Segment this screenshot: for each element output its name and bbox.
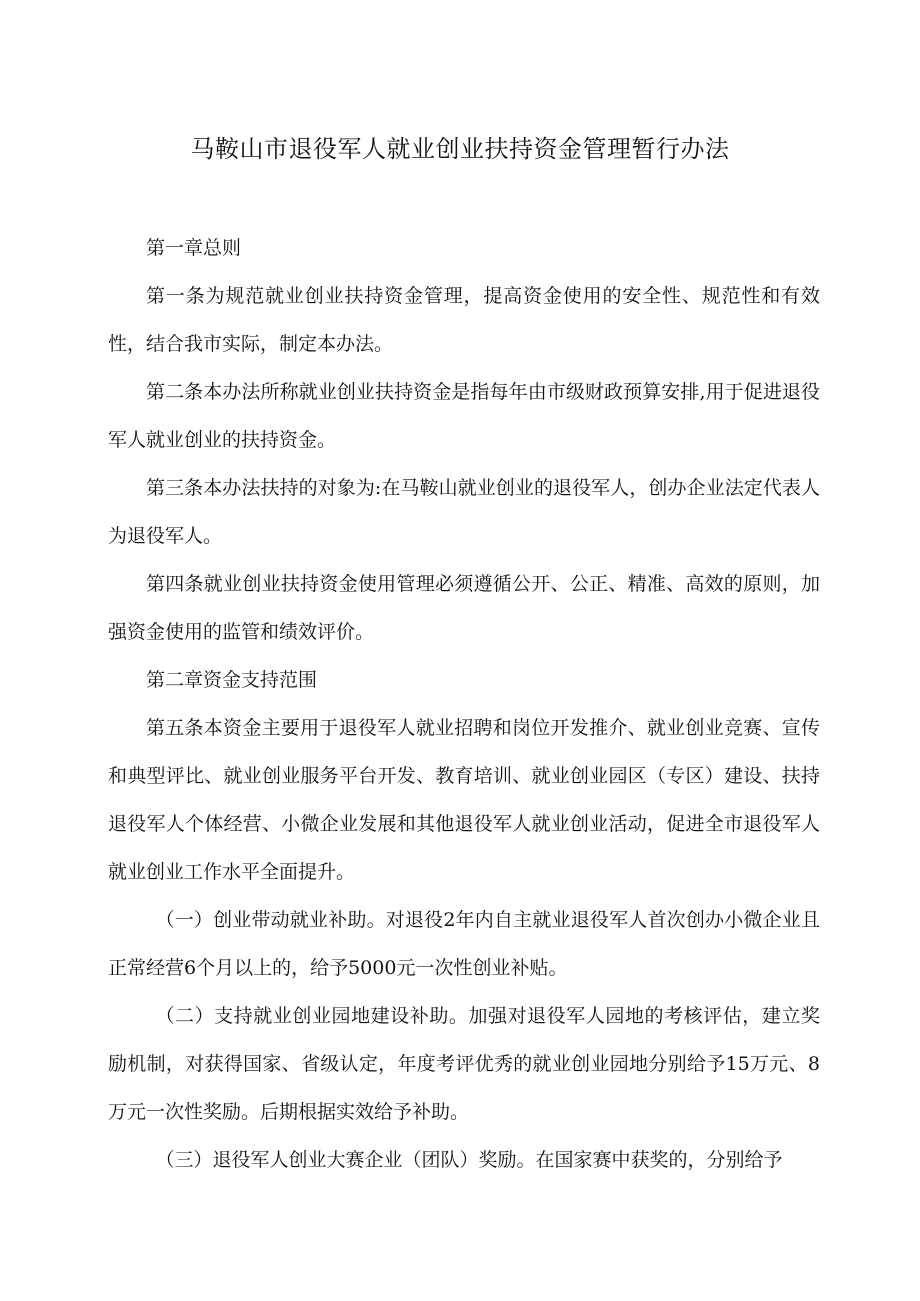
article-paragraph: 第五条本资金主要用于退役军人就业招聘和岗位开发推介、就业创业竞赛、宣传和典型评比、就业创业服务平台开发、教育培训、就业创业园区（专区）建设、扶持退役军人个体经营、小微企业发展和其他退役军人就业创业活动，促进全市退役军人就业创业工作水平全面提升。	[108, 717, 820, 883]
list-item-paragraph: （二）支持就业创业园地建设补助。加强对退役军人园地的考核评估，建立奖励机制，对获得国家、省级认定，年度考评优秀的就业创业园地分别给予15万元、8万元一次性奖励。后期根据实效给予补助。	[108, 1005, 820, 1123]
document-title: 马鞍山市退役军人就业创业扶持资金管理暂行办法	[190, 135, 730, 163]
article-paragraph: 第四条就业创业扶持资金使用管理必须遵循公开、公正、精准、高效的原则，加强资金使用的监管和绩效评价。	[108, 573, 820, 643]
article-paragraph: 第二条本办法所称就业创业扶持资金是指每年由市级财政预算安排,用于促进退役军人就业创业的扶持资金。	[108, 381, 820, 451]
list-item-paragraph: （三）退役军人创业大赛企业（团队）奖励。在国家赛中获奖的，分别给予	[155, 1149, 783, 1171]
chapter-heading: 第二章资金支持范围	[146, 669, 318, 691]
article-paragraph: 第一条为规范就业创业扶持资金管理，提高资金使用的安全性、规范性和有效性，结合我市实际，制定本办法。	[108, 285, 820, 355]
chapter-heading: 第一章总则	[146, 237, 242, 259]
article-paragraph: 第三条本办法扶持的对象为:在马鞍山就业创业的退役军人，创办企业法定代表人为退役军人。	[108, 477, 820, 547]
document-body	[108, 224, 820, 1184]
list-item-paragraph: （一）创业带动就业补助。对退役2年内自主就业退役军人首次创办小微企业且正常经营6个月以上的，给予5000元一次性创业补贴。	[108, 909, 820, 979]
